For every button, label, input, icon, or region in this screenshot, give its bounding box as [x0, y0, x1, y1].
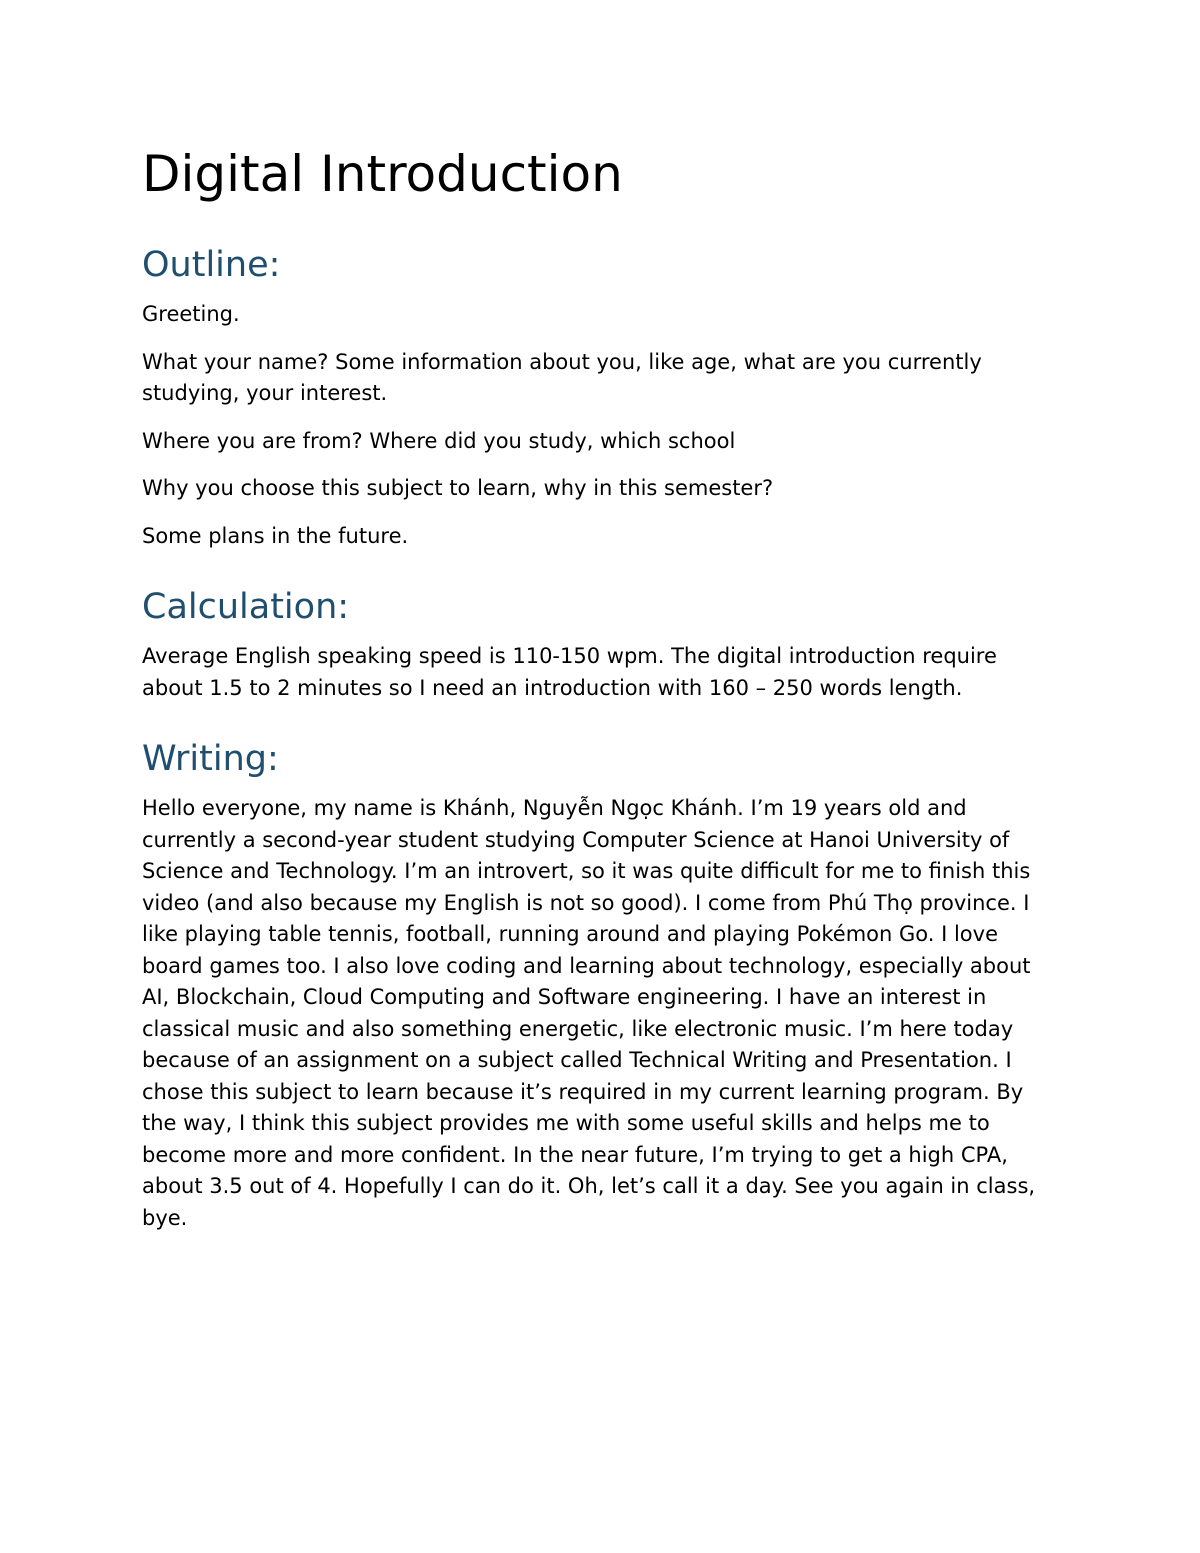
- section-heading-calculation: Calculation:: [142, 587, 350, 627]
- outline-item-greeting: Greeting.: [142, 302, 240, 326]
- outline-item-plans: Some plans in the future.: [142, 523, 409, 548]
- outline-item-subject: Why you choose this subject to learn, why in this semester?: [142, 476, 774, 500]
- outline-item-name: What your name? Some information about you, like age, what are you currently studying, your interest.: [142, 349, 982, 405]
- section-heading-writing: Writing:: [142, 739, 279, 779]
- section-calculation: [142, 584, 1062, 704]
- document-title: Digital Introduction: [142, 145, 623, 203]
- outline-item-origin: Where you are from? Where did you study, which school: [142, 428, 736, 453]
- writing-paragraph: Hello everyone, my name is Khánh, Nguyễn Ngọc Khánh. I’m 19 years old and currently a second-year student studying Computer Science at Hanoi University of Science and Technology. I’m an introvert, so it was quite difficult for me to finish this video (and also because my English is not so good). I come from Phú Thọ province. I like playing table tennis, football, running around and playing Pokémon Go. I love board games too. I also love coding and learning about technology, especially about AI, Blockchain, Cloud Computing and Software engineering. I have an interest in classical music and also something energetic, like electronic music. I’m here today because of an assignment on a subject called Technical Writing and Presentation. I chose this subject to learn because it’s required in my current learning program. By the way, I think this subject provides me with some useful skills and helps me to become more and more confident. In the near future, I’m trying to get a high CPA, about 3.5 out of 4. Hopefully I can do it. Oh, let’s call it a day. See you again in class, bye.: [142, 796, 1036, 1230]
- document-page: [142, 140, 1062, 1250]
- calculation-paragraph: Average English speaking speed is 110-150 wpm. The digital introduction require about 1.5 to 2 minutes so I need an introduction with 160 – 250 words length.: [142, 644, 997, 700]
- section-writing: [142, 736, 1062, 1234]
- section-outline: [142, 242, 1062, 552]
- section-heading-outline: Outline:: [142, 245, 281, 285]
